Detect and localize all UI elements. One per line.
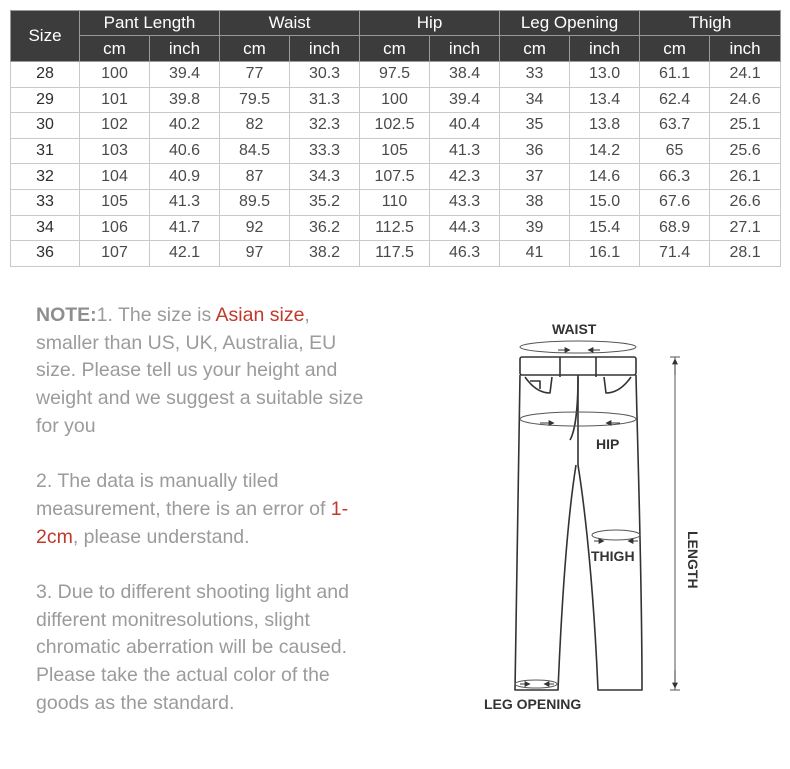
measurement-cell: 43.3: [430, 189, 500, 215]
measurement-cell: 38.2: [290, 241, 360, 267]
note-1-highlight: Asian size: [215, 304, 305, 326]
measurement-cell: 35: [500, 113, 570, 139]
measurement-cell: 42.3: [430, 164, 500, 190]
measurement-cell: 41.3: [150, 189, 220, 215]
unit-header: inch: [290, 36, 360, 62]
measurement-cell: 26.6: [710, 189, 781, 215]
measurement-cell: 61.1: [640, 62, 710, 88]
measurement-cell: 82: [220, 113, 290, 139]
measurement-cell: 24.6: [710, 87, 781, 113]
measurement-cell: 100: [80, 62, 150, 88]
leg-opening-label: LEG OPENING: [484, 696, 582, 712]
note-1: [36, 302, 376, 441]
note-2: [36, 468, 376, 551]
measurement-cell: 104: [80, 164, 150, 190]
measurement-cell: 92: [220, 215, 290, 241]
table-row: [11, 215, 781, 241]
table-row: [11, 62, 781, 88]
measurement-cell: 102: [80, 113, 150, 139]
size-cell: 28: [11, 62, 80, 88]
measurement-cell: 36.2: [290, 215, 360, 241]
measurement-cell: 103: [80, 138, 150, 164]
notes-section: [36, 302, 376, 745]
measurement-cell: 35.2: [290, 189, 360, 215]
measurement-cell: 77: [220, 62, 290, 88]
unit-header: cm: [640, 36, 710, 62]
table-row: [11, 113, 781, 139]
measurement-cell: 68.9: [640, 215, 710, 241]
size-cell: 30: [11, 113, 80, 139]
pants-outline-icon: [515, 357, 642, 690]
group-header-pant-length: Pant Length: [80, 11, 220, 36]
measurement-cell: 34.3: [290, 164, 360, 190]
measurement-cell: 41.3: [430, 138, 500, 164]
table-row: [11, 87, 781, 113]
note-2-text-a: 2. The data is manually tiled measurement, there is an error of: [36, 470, 331, 520]
measurement-cell: 66.3: [640, 164, 710, 190]
unit-header: cm: [360, 36, 430, 62]
measurement-cell: 33.3: [290, 138, 360, 164]
measurement-cell: 100: [360, 87, 430, 113]
table-header: [11, 11, 781, 62]
measurement-cell: 38.4: [430, 62, 500, 88]
measurement-cell: 42.1: [150, 241, 220, 267]
measurement-cell: 25.1: [710, 113, 781, 139]
unit-header: cm: [220, 36, 290, 62]
group-header-waist: Waist: [220, 11, 360, 36]
measurement-cell: 106: [80, 215, 150, 241]
pants-measurement-diagram: [470, 315, 710, 725]
measurement-cell: 40.4: [430, 113, 500, 139]
measurement-cell: 39.4: [430, 87, 500, 113]
note-2-text-b: , please understand.: [72, 525, 250, 548]
hip-label: HIP: [596, 436, 620, 452]
measurement-cell: 15.4: [570, 215, 640, 241]
note-label: NOTE:: [36, 304, 97, 326]
measurement-cell: 15.0: [570, 189, 640, 215]
measurement-cell: 107.5: [360, 164, 430, 190]
measurement-cell: 16.1: [570, 241, 640, 267]
size-cell: 32: [11, 164, 80, 190]
measurement-cell: 36: [500, 138, 570, 164]
measurement-cell: 105: [360, 138, 430, 164]
size-cell: 31: [11, 138, 80, 164]
measurement-cell: 39.8: [150, 87, 220, 113]
size-cell: 34: [11, 215, 80, 241]
thigh-measure-icon: [592, 530, 640, 540]
measurement-cell: 112.5: [360, 215, 430, 241]
group-header-hip: Hip: [360, 11, 500, 36]
note-3: 3. Due to different shooting light and different monitresolutions, slight chromatic aberration will be caused. Please take the actual color of the goods as the standard.: [36, 581, 349, 714]
measurement-cell: 101: [80, 87, 150, 113]
waist-label: WAIST: [552, 321, 597, 337]
measurement-cell: 34: [500, 87, 570, 113]
group-header-leg-opening: Leg Opening: [500, 11, 640, 36]
measurement-cell: 37: [500, 164, 570, 190]
unit-header: inch: [710, 36, 781, 62]
note-1-text-b: , smaller than US, UK, Australia, EU size. Please tell us your height and weight and we suggest a suitable size for you: [36, 304, 364, 437]
group-header-thigh: Thigh: [640, 11, 781, 36]
measurement-cell: 63.7: [640, 113, 710, 139]
measurement-cell: 40.2: [150, 113, 220, 139]
measurement-cell: 79.5: [220, 87, 290, 113]
measurement-cell: 39.4: [150, 62, 220, 88]
measurement-cell: 117.5: [360, 241, 430, 267]
measurement-cell: 24.1: [710, 62, 781, 88]
size-table: [10, 10, 781, 267]
measurement-cell: 105: [80, 189, 150, 215]
measurement-cell: 97.5: [360, 62, 430, 88]
thigh-label: THIGH: [591, 548, 635, 564]
measurement-cell: 84.5: [220, 138, 290, 164]
measurement-cell: 71.4: [640, 241, 710, 267]
measurement-cell: 28.1: [710, 241, 781, 267]
measurement-cell: 33: [500, 62, 570, 88]
measurement-cell: 27.1: [710, 215, 781, 241]
measurement-cell: 44.3: [430, 215, 500, 241]
measurement-cell: 41: [500, 241, 570, 267]
table-row: [11, 189, 781, 215]
measurement-cell: 89.5: [220, 189, 290, 215]
measurement-cell: 31.3: [290, 87, 360, 113]
note-1-text-a: 1. The size is: [96, 304, 216, 326]
measurement-cell: 13.4: [570, 87, 640, 113]
measurement-cell: 25.6: [710, 138, 781, 164]
size-cell: 29: [11, 87, 80, 113]
unit-header: cm: [500, 36, 570, 62]
measurement-cell: 62.4: [640, 87, 710, 113]
waist-measure-icon: [520, 341, 636, 353]
table-row: [11, 138, 781, 164]
measurement-cell: 41.7: [150, 215, 220, 241]
unit-header: inch: [430, 36, 500, 62]
measurement-cell: 97: [220, 241, 290, 267]
measurement-cell: 13.8: [570, 113, 640, 139]
measurement-cell: 87: [220, 164, 290, 190]
size-cell: 33: [11, 189, 80, 215]
measurement-cell: 102.5: [360, 113, 430, 139]
measurement-cell: 46.3: [430, 241, 500, 267]
size-cell: 36: [11, 241, 80, 267]
measurement-cell: 13.0: [570, 62, 640, 88]
note-2-highlight: 1-2cm: [36, 497, 349, 548]
measurement-cell: 14.6: [570, 164, 640, 190]
measurement-cell: 38: [500, 189, 570, 215]
measurement-cell: 40.6: [150, 138, 220, 164]
measurement-cell: 30.3: [290, 62, 360, 88]
length-label: LENGTH: [685, 531, 701, 589]
measurement-cell: 26.1: [710, 164, 781, 190]
measurement-cell: 14.2: [570, 138, 640, 164]
table-body: [11, 62, 781, 267]
measurement-cell: 110: [360, 189, 430, 215]
unit-header: inch: [150, 36, 220, 62]
measurement-cell: 65: [640, 138, 710, 164]
table-row: [11, 241, 781, 267]
measurement-cell: 40.9: [150, 164, 220, 190]
measurement-cell: 67.6: [640, 189, 710, 215]
unit-header: inch: [570, 36, 640, 62]
measurement-cell: 32.3: [290, 113, 360, 139]
measurement-cell: 107: [80, 241, 150, 267]
size-column-header: Size: [11, 11, 80, 62]
measurement-cell: 39: [500, 215, 570, 241]
unit-header: cm: [80, 36, 150, 62]
table-row: [11, 164, 781, 190]
